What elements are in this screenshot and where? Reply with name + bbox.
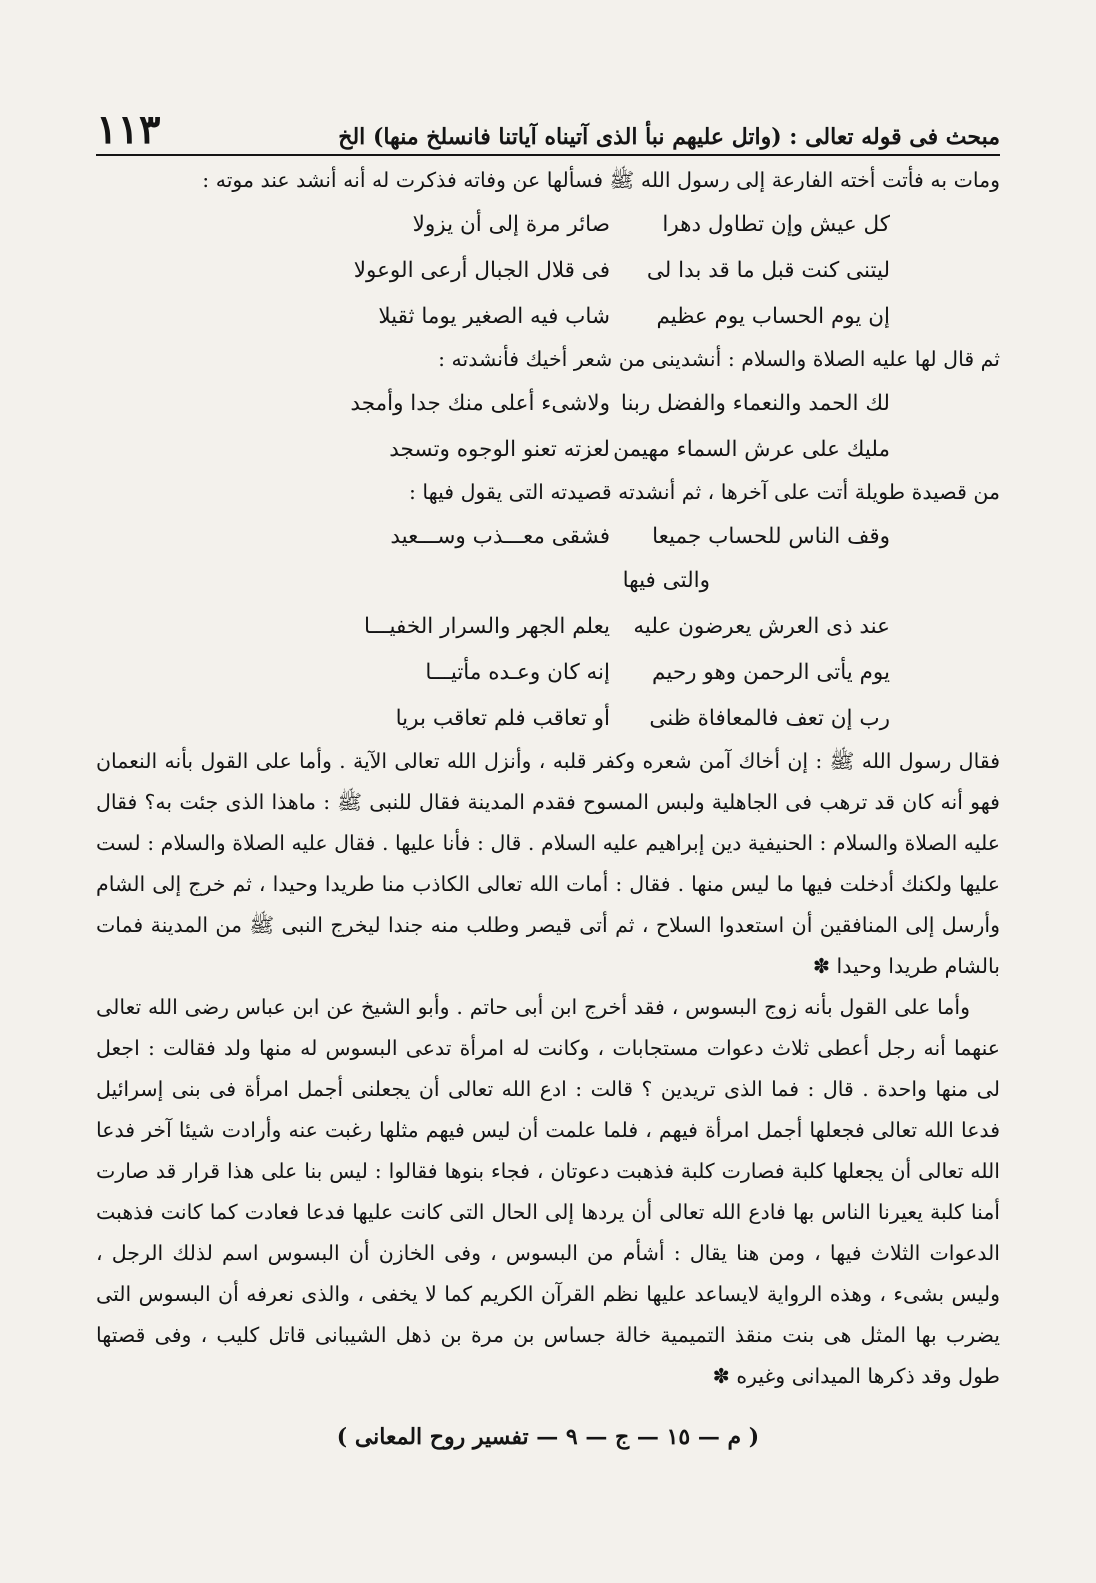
verse-first-hemistich: عند ذى العرش يعرضون عليه xyxy=(633,613,890,639)
paragraph: وأما على القول بأنه زوج البسوس ، فقد أخرج ابن أبى حاتم . وأبو الشيخ عن ابن عباس رضى الله تعالى عنهما أنه رجل أعطى ثلاث دعوات مستجابات ، وكانت له امرأة تدعى البسوس له منها ولد فقالت : اجعل لى منها واحدة . قال : فما الذى تريدين ؟ قالت : ادع الله تعالى أن يجعلنى أجمل امرأة فى بنى إسرائيل فدعا الله تعالى فجعلها أجمل امرأة فيهم ، فلما علمت أن ليس فيهم مثلها رغبت عنه وأرادت شيئا آخر فدعا الله تعالى أن يجعلها كلبة فصارت كلبة فذهبت دعوتان ، فجاء بنوها فقالوا : ليس بنا على هذا قرار قد صارت أمنا كلبة يعيرنا الناس بها فادع الله تعالى أن يردها إلى الحال التى كانت عليها فدعا فعادت كما كانت فذهبت الدعوات الثلاث فيها ، ومن هنا يقال : أشأم من البسوس ، وفى الخازن أن البسوس اسم لذلك الرجل ، وليس بشىء ، وهذه الرواية لايساعد عليها نظم القرآن الكريم كما لا يخفى ، والذى نعرفه أن البسوس التى يضرب بها المثل هى بنت منقذ التميمية خالة جساس بن مرة بن ذهل الشيبانى قاتل كليب ، وفى قصتها طول وقد ذكرها الميدانى وغيره ✽ xyxy=(96,995,1000,1388)
paragraph: ثم قال لها عليه الصلاة والسلام : أنشدينى من شعر أخيك فأنشدته : xyxy=(438,347,1000,371)
verse-second-hemistich: لعزته تعنو الوجوه وتسجد xyxy=(389,436,610,462)
verse-first-hemistich: إن يوم الحساب يوم عظيم xyxy=(656,303,890,329)
poem-verse xyxy=(96,695,890,741)
verse-first-hemistich: مليك على عرش السماء مهيمن xyxy=(613,436,890,462)
poem-verse xyxy=(96,603,890,649)
poem-interlude: والتى فيها xyxy=(622,568,710,593)
verse-first-hemistich: يوم يأتى الرحمن وهو رحيم xyxy=(652,659,890,685)
verse-first-hemistich: كل عيش وإن تطاول دهرا xyxy=(662,211,890,237)
running-title: مبحث فى قوله تعالى : (واتل عليهم نبأ الذى آتيناه آياتنا فانسلخ منها) الخ xyxy=(338,124,1000,150)
paragraph: ومات به فأتت أخته الفارعة إلى رسول الله ﷺ فسألها عن وفاته فذكرت له أنه أنشد عند موته : xyxy=(202,168,1000,192)
poem-verse xyxy=(96,380,890,426)
verse-second-hemistich: يعلم الجهر والسرار الخفيـــا xyxy=(364,613,610,639)
verse-first-hemistich: ليتنى كنت قبل ما قد بدا لى xyxy=(646,257,890,283)
footer-signature: ( م — ١٥ — ج — ٩ — تفسير روح المعانى ) xyxy=(336,1424,760,1450)
paragraph: من قصيدة طويلة أتت على آخرها ، ثم أنشدته قصيدته التى يقول فيها : xyxy=(408,480,1000,504)
poem-verse xyxy=(96,649,890,695)
poem-verses xyxy=(96,380,1000,472)
verse-second-hemistich: صائر مرة إلى أن يزولا xyxy=(412,211,610,237)
verse-second-hemistich: فشقى معـــذب وســـعيد xyxy=(390,523,610,549)
verse-second-hemistich: شاب فيه الصغير يوما ثقيلا xyxy=(378,303,610,329)
verse-second-hemistich: أو تعاقب فلم تعاقب بريا xyxy=(395,705,610,731)
poem-verse xyxy=(96,513,890,559)
poem-verse xyxy=(96,201,890,247)
paragraph: فقال رسول الله ﷺ : إن أخاك آمن شعره وكفر قلبه ، وأنزل الله تعالى الآية . وأما على القول بأنه النعمان فهو أنه كان قد ترهب فى الجاهلية ولبس المسوح فقدم المدينة فقال للنبى ﷺ : ماهذا الذى جئت به؟ فقال عليه الصلاة والسلام : الحنيفية دين إبراهيم عليه السلام . قال : فأنا عليها . فقال عليه الصلاة والسلام : لست عليها ولكنك أدخلت فيها ما ليس منها . فقال : أمات الله تعالى الكاذب منا طريدا وحيدا ، ثم خرج إلى الشام وأرسل إلى المنافقين أن استعدوا السلاح ، ثم أتى قيصر وطلب منه جندا ليخرج النبى ﷺ من المدينة فمات بالشام طريدا وحيدا ✽ xyxy=(96,749,1000,978)
poem-verse xyxy=(96,426,890,472)
poem-verses xyxy=(96,201,1000,339)
verse-second-hemistich: ولاشىء أعلى منك جدا وأمجد xyxy=(350,390,610,416)
verse-second-hemistich: فى قلال الجبال أرعى الوعولا xyxy=(353,257,610,283)
page-number: ١١٣ xyxy=(96,106,161,153)
poem-verse xyxy=(96,247,890,293)
verse-first-hemistich: رب إن تعف فالمعافاة ظنى xyxy=(649,705,890,731)
poem-verses xyxy=(96,513,1000,559)
poem-verses xyxy=(96,603,1000,741)
poem-verse xyxy=(96,293,890,339)
verse-first-hemistich: لك الحمد والنعماء والفضل ربنا xyxy=(620,390,890,416)
verse-second-hemistich: إنه كان وعـده مأتيـــا xyxy=(425,659,610,685)
page-body xyxy=(96,160,1000,1397)
page-header xyxy=(96,104,1000,153)
header-rule xyxy=(96,154,1000,156)
verse-first-hemistich: وقف الناس للحساب جميعا xyxy=(652,523,890,549)
